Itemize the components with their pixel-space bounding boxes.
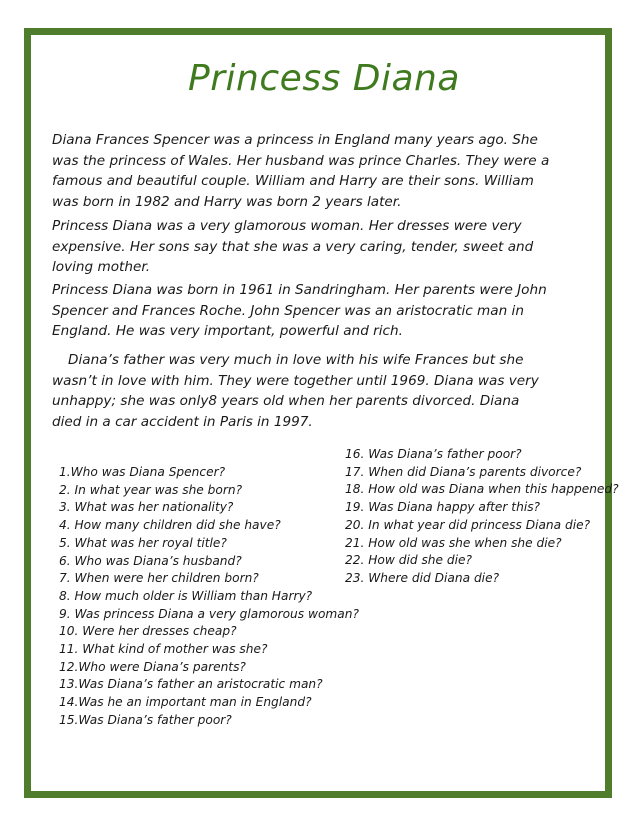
question-item: 1.Who was Diana Spencer? <box>59 465 226 479</box>
question-item: 20. In what year did princess Diana die? <box>345 517 591 532</box>
question-item: 10. Were her dresses cheap? <box>59 624 237 639</box>
question-item: 22. How did she die? <box>345 553 472 568</box>
question-item: 11. What kind of mother was she? <box>59 642 268 657</box>
question-item: 7. When were her children born? <box>59 571 259 586</box>
paragraph-1: Diana Frances Spencer was a princess in England many years ago. She was the princess of Wales. Her husband was prince Charles. They were a famous and beautiful couple. William and Harry are their sons. William was born in 1982 and Harry was born 2 years later. <box>52 132 550 210</box>
question-item: 23. Where did Diana die? <box>345 570 500 585</box>
paragraph-2: Princess Diana was a very glamorous woman. Her dresses were very expensive. Her sons say that she was a very caring, tender, sweet and loving mother. <box>52 218 534 275</box>
page-title: Princess Diana <box>188 58 460 99</box>
question-item: 5. What was her royal title? <box>59 535 227 550</box>
question-item: 9. Was princess Diana a very glamorous woman? <box>59 606 359 621</box>
question-item: 18. How old was Diana when this happened? <box>345 482 619 497</box>
question-item: 21. How old was she when she die? <box>345 535 562 550</box>
question-item: 3. What was her nationality? <box>59 500 234 515</box>
question-item: 8. How much older is William than Harry? <box>59 588 313 603</box>
question-item: 16. Was Diana’s father poor? <box>345 447 522 461</box>
questions-left-list <box>59 464 359 730</box>
question-item: 4. How many children did she have? <box>59 518 281 533</box>
question-item: 13.Was Diana’s father an aristocratic man? <box>59 677 323 692</box>
question-item: 6. Who was Diana’s husband? <box>59 553 242 568</box>
question-item: 12.Who were Diana’s parents? <box>59 659 246 674</box>
question-item: 17. When did Diana’s parents divorce? <box>345 464 582 479</box>
paragraph-4: Diana’s father was very much in love with his wife Frances but she wasn’t in love with him. They were together until 1969. Diana was very unhappy; she was only8 years old when her parents divorced. Diana died in a car accident in Paris in 1997. <box>52 352 539 430</box>
question-item: 2. In what year was she born? <box>59 482 243 497</box>
question-item: 15.Was Diana’s father poor? <box>59 712 232 727</box>
questions-right-list <box>345 446 619 588</box>
question-item: 19. Was Diana happy after this? <box>345 500 541 515</box>
paragraph-3: Princess Diana was born in 1961 in Sandringham. Her parents were John Spencer and Frances Roche. John Spencer was an aristocratic man in England. He was very important, powerful and rich. <box>52 282 547 339</box>
question-item: 14.Was he an important man in England? <box>59 695 312 710</box>
